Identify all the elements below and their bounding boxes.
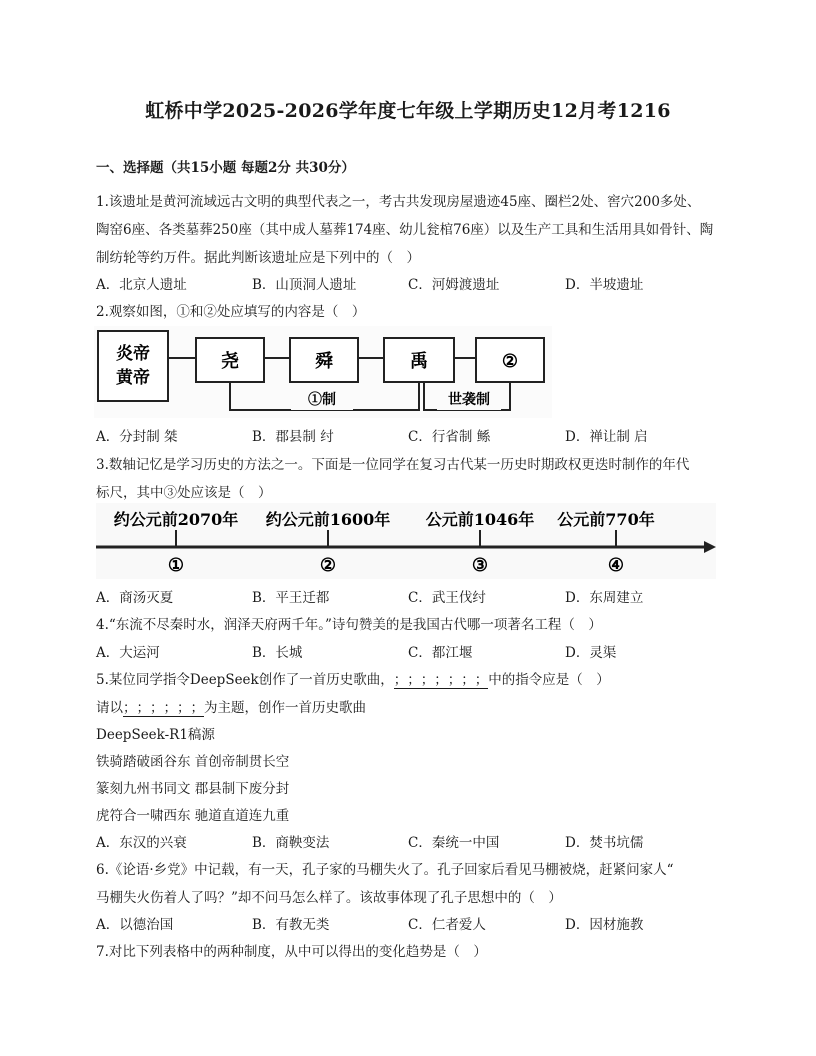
q1-line-1: 1.该遗址是黄河流域远古文明的典型代表之一，考古共发现房屋遗迹45座、圈栏2处、窖穴200多处、: [96, 194, 701, 210]
diagram-box-1-line-2: 黄帝: [116, 368, 150, 388]
q3-option-d: D．东周建立: [565, 590, 644, 606]
q3-option-a: A．商汤灭夏: [96, 590, 174, 606]
section-header: 一、选择题（共15小题 每题2分 共30分）: [96, 160, 355, 176]
diagram-box-1-line-1: 炎帝: [116, 344, 150, 364]
timeline-label-2: 约公元前1600年: [265, 510, 391, 529]
q3-line-2: 标尺，其中③处应该是（ ）: [96, 485, 272, 501]
q1-option-b: B．山顶洞人遗址: [252, 277, 357, 293]
q7-stem: 7.对比下列表格中的两种制度，从中可以得出的变化趋势是（ ）: [96, 944, 487, 960]
q6-option-d: D．因材施教: [565, 917, 644, 933]
timeline-marker-2: ②: [319, 555, 337, 576]
q2-option-d: D．禅让制 启: [565, 429, 648, 445]
q6-option-a: A．以德治国: [96, 917, 174, 933]
svg-text:禹: 禹: [410, 351, 428, 372]
q4-option-b: B．长城: [252, 645, 303, 661]
q2-option-b: B．郡县制 纣: [252, 429, 334, 445]
q4-option-a: A．大运河: [96, 645, 160, 661]
exam-title: 虹桥中学2025-2026学年度七年级上学期历史12月考1216: [145, 100, 671, 122]
timeline-label-4: 公元前770年: [557, 510, 655, 529]
q2-option-a: A．分封制 桀: [96, 429, 178, 445]
timeline-label-3: 公元前1046年: [425, 510, 535, 529]
q6-line-2: 马棚失火伤着人了吗？”却不问马怎么样了。该故事体现了孔子思想中的（ ）: [96, 890, 562, 906]
q5-lyric-line-2: 篆刻九州书同文 郡县制下废分封: [96, 781, 290, 797]
timeline-marker-1: ①: [167, 555, 185, 576]
q2-stem: 2.观察如图，①和②处应填写的内容是（ ）: [96, 304, 366, 320]
q5-lyric-line-1: 铁骑踏破函谷东 首创帝制贯长空: [96, 754, 290, 770]
q4-option-d: D．灵渠: [565, 645, 617, 661]
q5-stem-blank: ；；；；；；；: [394, 668, 489, 689]
q5-stem-before: 5.某位同学指令DeepSeek创作了一首历史歌曲，: [96, 672, 394, 688]
q5-option-a: A．东汉的兴衰: [96, 835, 187, 851]
q6-line-1: 6.《论语·乡党》中记载，有一天，孔子家的马棚失火了。孔子回家后看见马棚被烧，赶紧问家人“: [96, 862, 674, 878]
q1-option-c: C．河姆渡遗址: [408, 277, 500, 293]
q2-option-c: C．行省制 鲧: [408, 429, 491, 445]
diagram-box-yandi-huangdi: [98, 331, 168, 401]
q3-line-1: 3.数轴记忆是学习历史的方法之一。下面是一位同学在复习古代某一历史时期政权更迭时制作的年代: [96, 457, 690, 473]
q3-option-b: B．平王迁都: [252, 590, 330, 606]
q5-option-c: C．秦统一中国: [408, 835, 500, 851]
q5-prompt-after: 为主题，创作一首历史歌曲: [204, 700, 366, 716]
timeline-diagram: [96, 503, 716, 579]
succession-diagram: [94, 326, 552, 418]
svg-text:舜: 舜: [315, 351, 333, 372]
label-hereditary-system: 世袭制: [448, 392, 490, 408]
q5-prompt-before: 请以: [96, 700, 123, 716]
q6-option-c: C．仁者爱人: [408, 917, 486, 933]
q1-option-d: D．半坡遗址: [565, 277, 644, 293]
q5-stem-after: 中的指令应是（ ）: [488, 672, 610, 688]
q5-prompt-blank: ；；；；；；: [123, 696, 204, 717]
timeline-marker-3: ③: [471, 555, 489, 576]
label-system-1: ①制: [308, 392, 336, 408]
timeline-label-1: 约公元前2070年: [113, 510, 239, 529]
timeline-marker-4: ④: [607, 555, 625, 576]
q4-option-c: C．都江堰: [408, 645, 473, 661]
q1-line-2: 陶窑6座、各类墓葬250座（其中成人墓葬174座、幼儿瓮棺76座）以及生产工具和生活用具如骨针、陶: [96, 222, 714, 238]
svg-text:尧: 尧: [221, 351, 239, 372]
q1-option-a: A．北京人遗址: [96, 277, 187, 293]
q5-lyric-line-3: 虎符合一啸西东 驰道直道连九重: [96, 808, 290, 824]
q4-stem: 4.“东流不尽秦时水，润泽天府两千年。”诗句赞美的是我国古代哪一项著名工程（ ）: [96, 617, 602, 633]
q6-option-b: B．有教无类: [252, 917, 330, 933]
q5-source-line: DeepSeek-R1稿源: [96, 727, 215, 743]
q5-prompt: [96, 696, 366, 717]
q5-stem: [96, 668, 610, 689]
q1-line-3: 制纺轮等约万件。据此判断该遗址应是下列中的（ ）: [96, 250, 420, 266]
q5-option-b: B．商鞅变法: [252, 835, 330, 851]
q5-option-d: D．焚书坑儒: [565, 835, 644, 851]
svg-text:②: ②: [501, 351, 519, 372]
q3-option-c: C．武王伐纣: [408, 590, 486, 606]
